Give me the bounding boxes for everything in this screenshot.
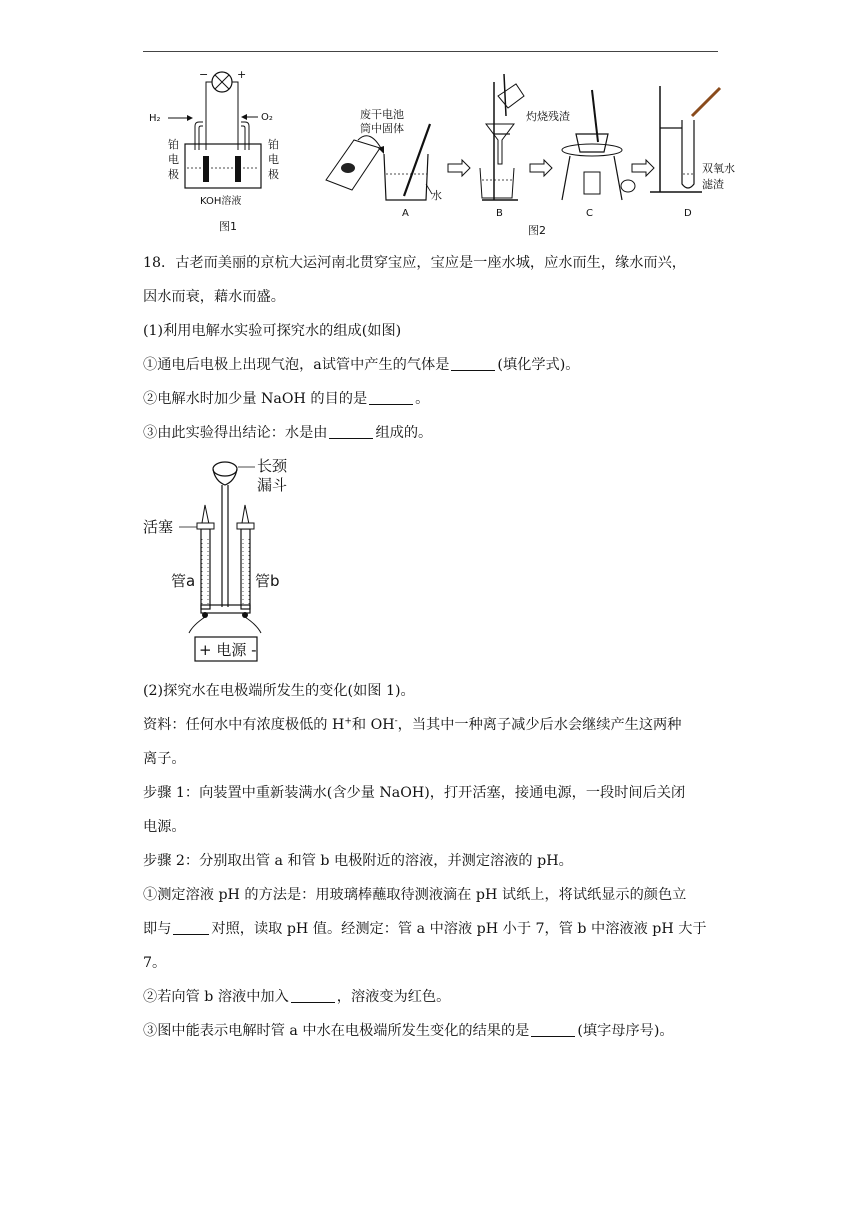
svg-text:电: 电 — [168, 153, 179, 166]
h2-label: H₂ — [149, 113, 161, 124]
left-electrode — [203, 156, 209, 182]
svg-text:铂: 铂 — [168, 138, 179, 151]
label-a: A — [402, 208, 409, 219]
koh-label: KOH溶液 — [200, 196, 242, 207]
q2: ②电解水时加少量 NaOH 的目的是 。 — [143, 382, 723, 416]
minus-sign: − — [199, 68, 209, 81]
sub-q1-line-3: 7。 — [143, 955, 167, 971]
svg-text:极: 极 — [168, 168, 179, 181]
info-line-1: 资料：任何水中有浓度极低的 H+和 OH-，当其中一种离子减少后水会继续产生这两种 — [143, 716, 682, 733]
svg-text:双氧水: 双氧水 — [702, 162, 735, 175]
right-electrode — [235, 156, 241, 182]
question-part-2 — [143, 674, 723, 1048]
electrolysis-apparatus-diagram — [143, 455, 313, 665]
header-rule — [143, 51, 718, 52]
q3: ③由此实验得出结论：水是由 组成的。 — [143, 416, 723, 450]
svg-text:废干电池: 废干电池 — [360, 108, 404, 121]
step-1-line-2: 电源。 — [143, 819, 186, 835]
question-line-2: 因水而衰，藉水而盛。 — [143, 289, 285, 305]
svg-text:水: 水 — [431, 189, 442, 202]
svg-text:灼烧残渣: 灼烧残渣 — [526, 110, 570, 123]
plus-sign: + — [237, 68, 247, 81]
answer-blank-gas[interactable] — [451, 354, 495, 371]
figure-1-caption: 图1 — [219, 220, 237, 233]
svg-text:筒中固体: 筒中固体 — [360, 122, 404, 135]
figure-2-caption: 图2 — [528, 224, 546, 237]
o2-label: O₂ — [261, 112, 273, 123]
svg-text:滤渣: 滤渣 — [702, 178, 724, 191]
stopcock-label: 活塞 — [143, 518, 174, 536]
svg-text:漏斗: 漏斗 — [257, 476, 288, 494]
answer-blank-color-card[interactable] — [173, 918, 209, 935]
info-line-2: 离子。 — [143, 751, 186, 767]
label-b: B — [496, 208, 503, 219]
label-d: D — [684, 208, 692, 219]
part-2-title: (2)探究水在电极端所发生的变化(如图 1)。 — [143, 683, 415, 699]
sub-q2: ②若向管 b 溶液中加入 ，溶液变为红色。 — [143, 980, 723, 1014]
label-c: C — [586, 208, 593, 219]
power-supply-label: + 电源 - — [199, 641, 257, 659]
answer-blank-naoh-purpose[interactable] — [369, 388, 413, 405]
svg-text:长颈: 长颈 — [257, 457, 288, 475]
svg-text:电: 电 — [268, 153, 279, 166]
step-1-line-1: 步骤 1：向装置中重新装满水(含少量 NaOH)，打开活塞，接通电源，一段时间后关闭 — [143, 785, 686, 801]
question-line-1: 18．古老而美丽的京杭大运河南北贯穿宝应，宝应是一座水城，应水而生，缘水而兴， — [143, 255, 686, 271]
svg-text:极: 极 — [268, 168, 279, 181]
q1: ①通电后电极上出现气泡，a试管中产生的气体是 (填化学式)。 — [143, 348, 723, 382]
figure-1-electrolysis — [143, 62, 283, 238]
answer-blank-reagent[interactable] — [291, 986, 335, 1003]
tube-a-label: 管a — [171, 572, 196, 590]
sub-q1-line-2: 即与 对照，读取 pH 值。经测定：管 a 中溶液 pH 小于 7，管 b 中溶液液 pH 大于 — [143, 912, 723, 946]
figure-2-procedure — [318, 68, 768, 238]
sub-q3: ③图中能表示电解时管 a 中水在电极端所发生变化的结果的是 (填字母序号)。 — [143, 1014, 723, 1048]
part-1-title: (1)利用电解水实验可探究水的组成(如图) — [143, 323, 402, 339]
tube-b-label: 管b — [255, 572, 280, 590]
svg-text:铂: 铂 — [268, 138, 279, 151]
sub-q1-line-1: ①测定溶液 pH 的方法是：用玻璃棒蘸取待测液滴在 pH 试纸上，将试纸显示的颜色立 — [143, 887, 687, 903]
question-part-1 — [143, 246, 723, 450]
answer-blank-composition[interactable] — [329, 422, 373, 439]
step-2: 步骤 2：分别取出管 a 和管 b 电极附近的溶液，并测定溶液的 pH。 — [143, 853, 573, 869]
answer-blank-letter[interactable] — [531, 1020, 575, 1037]
